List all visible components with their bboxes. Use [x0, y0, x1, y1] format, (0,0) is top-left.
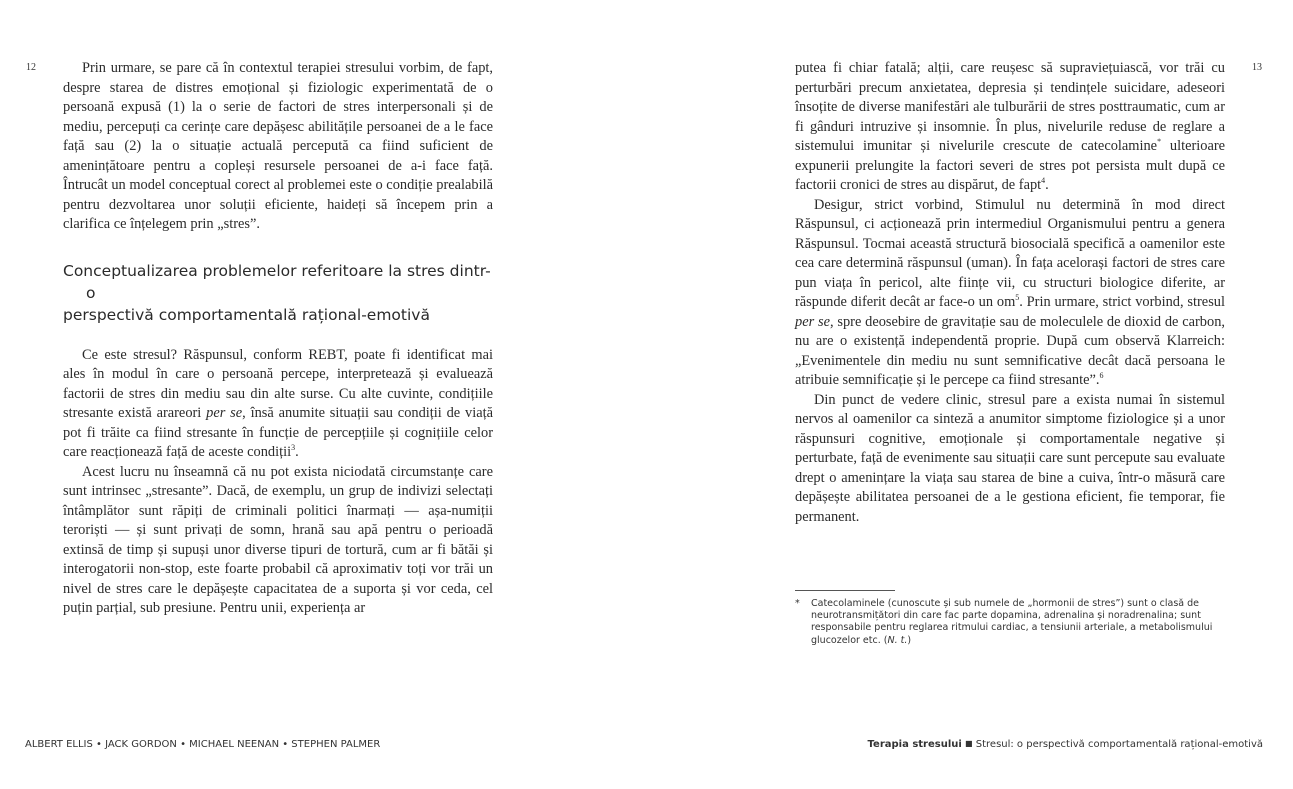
- book-title: Terapia stresului: [867, 739, 962, 750]
- text-run: ulterioare expunerii prelungite la factori severi de stres pot persista mult după ce factorii cronici de stres au dispărut, de fapt: [795, 138, 1226, 193]
- paragraph: [795, 196, 1225, 391]
- text-run: Catecolaminele (cunoscute și sub numele de „hormonii de stres”) sunt o clasă de neurotransmițători din care fac parte dopamina, adrenalina și noradrenalina; sunt responsabile pentru reglarea ritmului cardiac, a tensiunii arteriale, a metabolismului glucozelor etc. (: [811, 598, 1213, 646]
- footnote-ref[interactable]: 4: [1041, 176, 1046, 186]
- footnote-ref[interactable]: 5: [1015, 293, 1020, 303]
- text-run: ): [907, 634, 912, 646]
- right-page-number: 13: [1252, 62, 1262, 73]
- footnote-text: [795, 598, 1225, 647]
- text-run: .: [295, 444, 299, 460]
- square-separator-icon: ■: [965, 739, 973, 748]
- heading-line-1: Conceptualizarea problemelor referitoare la stres dintr-o: [63, 261, 491, 302]
- section-heading: [63, 260, 493, 326]
- heading-line-2: perspectivă comportamentală rațional-emotivă: [63, 305, 430, 324]
- text-run: , spre deosebire de gravitație sau de moleculele de dioxid de carbon, nu are o existență independentă proprie. După cum observă Klarreich: „Evenimentele din mediu nu sunt semnificative decât dacă persoana le atribuie semnificație și le percepe ca fiind stresante”.: [795, 313, 1225, 388]
- footer-authors: ALBERT ELLIS • JACK GORDON • MICHAEL NEENAN • STEPHEN PALMER: [25, 739, 381, 750]
- text-run: , însă anumite situații sau condiții de viață pot fi trăite ca fiind stresante în funcție de percepțiile și cognițiile celor care reacționează față de aceste condiții: [63, 405, 493, 460]
- footer-book-title: [868, 739, 1263, 750]
- right-page-body: [795, 59, 1225, 527]
- footnote-ref[interactable]: 6: [1099, 371, 1104, 381]
- chapter-title: Stresul: o perspectivă comportamentală rațional-emotivă: [975, 739, 1263, 750]
- text-run: Desigur, strict vorbind, Stimulul nu determină în mod direct Răspunsul, ci acționează prin intermediul Organismului pentru a genera Răspunsul. Tocmai această structură biosocială specifică a oamenilor este cea care determină răspunsul (uman). În fața acelorași factori de stres care pun viața în pericol, alte ființe vii, cu structuri biologice diferite, ar răspunde diferit decât ar face-o un om: [795, 196, 1225, 310]
- footnote-ref[interactable]: *: [1157, 137, 1162, 147]
- paragraph: Acest lucru nu înseamnă că nu pot exista niciodată circumstanțe care sunt intrinsec „stresante”. Dacă, de exemplu, un grup de indivizi selectați întâmplător sunt răpiți de criminali politici înarmați — așa-numiții teroriști — și sunt privați de somn, hrană sau apă pentru o perioadă extinsă de timp și supuși unor diverse tipuri de tortură, cum ar fi bătăi și interogatorii non-stop, este foarte probabil că aproximativ toți vor trăi un nivel de stres care le depășește capacitatea de a suporta și vor ceda, cel puțin parțial, sub presiune. Pentru unii, experiența ar: [63, 463, 493, 616]
- italic-text: per se: [206, 405, 243, 421]
- text-run: .: [1045, 177, 1049, 193]
- left-page-body: [63, 59, 493, 619]
- paragraph: [795, 59, 1225, 196]
- paragraph: [63, 346, 493, 463]
- paragraph: Din punct de vedere clinic, stresul pare a exista numai în sistemul nervos al oamenilor ca sinteză a anumitor simptome fiziologice și a unor răspunsuri cognitive, emoționale și comportamentale negative și perturbate, față de evenimente sau situații care sunt percepute sau evaluate drept o amenințare la viața sau starea de bine a cuiva, într-o măsură care depășește abilitatea persoanei de a le gestiona eficient, fie temporar, fie permanent.: [795, 391, 1225, 525]
- footnote-mark: *: [795, 598, 800, 609]
- paragraph: Prin urmare, se pare că în contextul terapiei stresului vorbim, de fapt, despre starea de distres emoțional și fiziologic experimentată de o persoană expusă (1) la o serie de factori de stres interpersonali și de mediu, percepuți ca cerințe care depășesc abilitățile persoanei de a le face față sau (2) la o situație actuală percepută ca fiind suficient de amenințătoare pentru a copleși resursele persoanei de a-i face față. Întrucât un model conceptual corect al problemei este o condiție prealabilă pentru dezvoltarea unor soluții eficiente, haideți să începem prin a clarifica ce înțelegem prin „stres”.: [63, 60, 493, 232]
- footnote-divider: [795, 590, 895, 591]
- text-run: . Prin urmare, strict vorbind, stresul: [1019, 294, 1225, 310]
- left-page-number: 12: [26, 62, 36, 73]
- footnote-ref[interactable]: 3: [291, 443, 296, 453]
- text-run: Ce este stresul? Răspunsul, conform REBT, poate fi identificat mai ales în modul în care o persoană percepe, interpretează și evaluează factorii de stres din mediu sau din alte surse. Cu alte cuvinte, condițiile stresante există arareori: [63, 346, 493, 421]
- italic-text: per se: [795, 313, 830, 330]
- footnote: [795, 598, 1225, 647]
- italic-text: N. t.: [887, 634, 908, 646]
- text-run: putea fi chiar fatală; alții, care reușesc să supraviețuiască, vor trăi cu perturbări precum anxietatea, depresia și tendințele suicidare, adeseori însoțite de diverse manifestări ale tulburării de stres posttraumatic, cum ar fi gânduri intruzive și insomnie. În plus, nivelurile reduse de reglare a sistemului imunitar și nivelurile crescute de catecolamine: [795, 60, 1225, 154]
